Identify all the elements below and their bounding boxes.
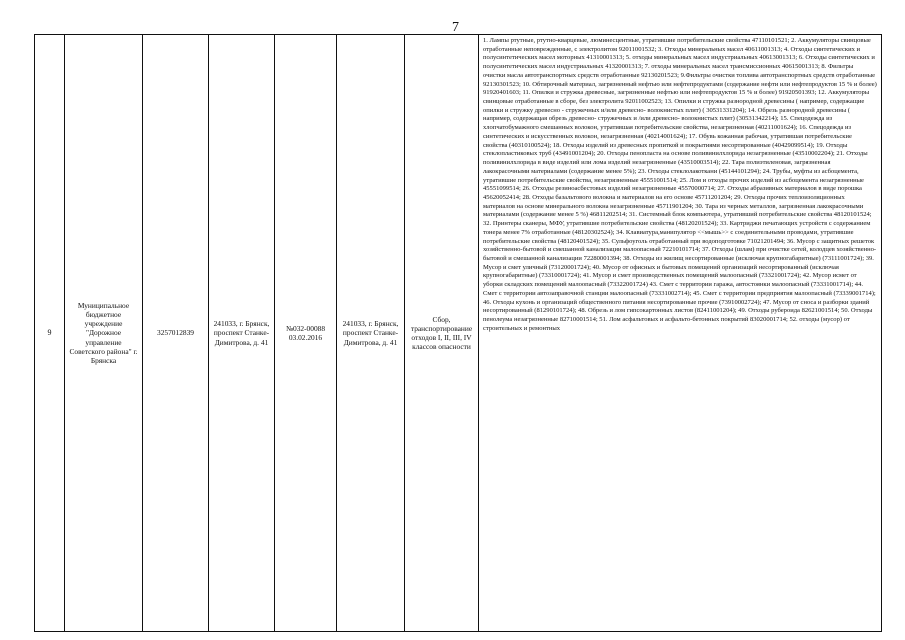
organization-name: Муниципальное бюджетное учреждение "Дорожное управление Советского района" г. Брянска [65,35,143,632]
page-number: 7 [452,20,459,35]
row-number: 9 [35,35,65,632]
waste-license-table [34,34,882,632]
license-number: №032-00088 03.02.2016 [275,35,337,632]
waste-list: 1. Лампы ртутные, ртутно-кварцевые, люминесцентные, утратившие потребительские свойства 47110101521; 2. Аккумуляторы свинцовые отработанные неповрежденные, с электролитом 92011001532; 3. Отходы минеральных масел 40611001313; 4. Отходы синтетических и полусинтетических масел моторных 41310001313; 5. отходы минеральных масел индустриальных 40613001313; 6. Отходы синтетических и полусинтетических масел индустриальных 41320001313; 7. отходы минеральных масел трансмиссионных 40615001313; 8. Фильтры очистки масла автотранспортных средств отработанные 92130201523; 9.Фильтры очистки топлива автотранспортных средств отработанные 92130301523; 10. Обтирочный материал, загрязненный нефтью или нефтепродуктами (содержание нефти или нефтепродуктов 15 % и более) 91920401603; 11. Опилки и стружка древесные, загрязненные нефтью или нефтепродуктов 15 % и более) 91920501393; 12. Аккумуляторы свинцовые отработанные в сборе, без электролита 92011002523; 13. Опилки и стружка разнородной древесины ( например, содержащие опилки и стружку древесно - стружечных и/или древесно- волокнистых плит) ( 30531331204); 14. Обрезь разнородной древесины ( например, содержащая обрезь древесно- стружечных и /или древесно- волокнистых плит) (30531342214); 15. Спецодежда из хлопчатобумажного смешанных волокон, утратившая потребительские свойства, незагрязненная (40211001624); 16. Спецодежда из синтетических и искусственных волокон, незагрязненная (40214001624); 17. Обувь кожанная рабочая, утратившая потребительские свойства (40310100524); 18. Отходы изделий из древесных пропиткой и покрытиями несортированные (40429099514); 19. Отходы стеклопластиковых труб (43491001204); 20. Отходы пенопласта на основе поливинилхлорида незагрязненные (43510002204); 21. Отходы поливинилхлорида в виде изделий или лома изделий незагрязненные (43510003514); 22. Тара полиэтиленовая, загрязненная лакокрасочными материалами (содержание менее 5%); 23. Отходы стеклолакоткани (45144101294); 24. Трубы, муфты из асбоцемента, утратившие потребительские свойства, незагрязненные 45551001514; 25. Лом и отходы прочих изделий из асбоцемента незагрязненные 45551099514; 26. Отходы резиноасбестовых изделий незагрязненные 45570000714; 27. Отходы абразивных материалов в виде порошка 45620052414; 28. Отходы базальтового волокна и материалов на его основе 45711201204; 29. Отходы прочих теплоизоляционных материалов на основе минерального волокна незагрязненные 45711901204; 30. Тара из черных металлов, загрязненная лакокрасочными материалами (содержание менее 5 %) 46811202514; 31. Системный блок компьютера, утративший потребительские свойства 48120101524; 32. Принтеры сканеры, МФУ, утратившие потребительские свойства (48120201524); 33. Картриджи печатающих устройств с содержанием тонера менее 7% отработанные (48120302524); 34. Клавиатура,манипулятор <<мышь>> с соединительными проводами, утратившие потребительские свойства (48120401524); 35. Сульфоуголь отработанный при водоподготовке 71021201494; 36. Мусор с защитных решеток хозяйственно-бытовой и смешанной канализации малоопасный 72210101714; 37. Отходы (шлам) при очистке сетей, колодцев хозяйственно-бытовой и смешанной канализации 72280001394; 38. Отходы из жилищ несортированные (исключая крупногабаритные) (73111001724); 39. Мусор и смет уличный (73120001724); 40. Мусор от офисных и бытовых помещений организаций несортированный (исключая крупногабаритные) (73310001724); 41. Мусор и смет производственных помещений малоопасный (73321001724); 42. Мусор исмет от уборки складских помещений малоопасный (73322001724) 43. Смет с территории гаража, автостоянки малоопасный (73331001714); 44. Смет с территории автозаправочной станции малоопасный (73331002714); 45. Смет с территории предприятия малоопасный (73339001714); 46. Отходы кухонь и организаций общественного питания несортированные прочие (73910002724); 47. Мусор от сноса и разборки зданий несортированный (81290101724); 48. Обрезь и лом гипсокартонных листов (82411001204); 49. Отходы рубероида 82621001514; 50. Отходы пенолеума незагрязненные 82710001514; 51. Лом асфальтовых и асфальто-бетонных покрытий 83020001714; 52. отходы (мусор) от строительных и ремонтных [479,35,882,632]
inn-cell: 3257012839 [143,35,209,632]
legal-address: 241033, г. Брянск, проспект Станке-Димитрова, д. 41 [209,35,275,632]
activity-type: Сбор, транспортирование отходов I, II, III, IV классов опасности [405,35,479,632]
activity-address: 241033, г. Брянск, проспект Станке-Димитрова, д. 41 [337,35,405,632]
table-row [35,35,882,632]
